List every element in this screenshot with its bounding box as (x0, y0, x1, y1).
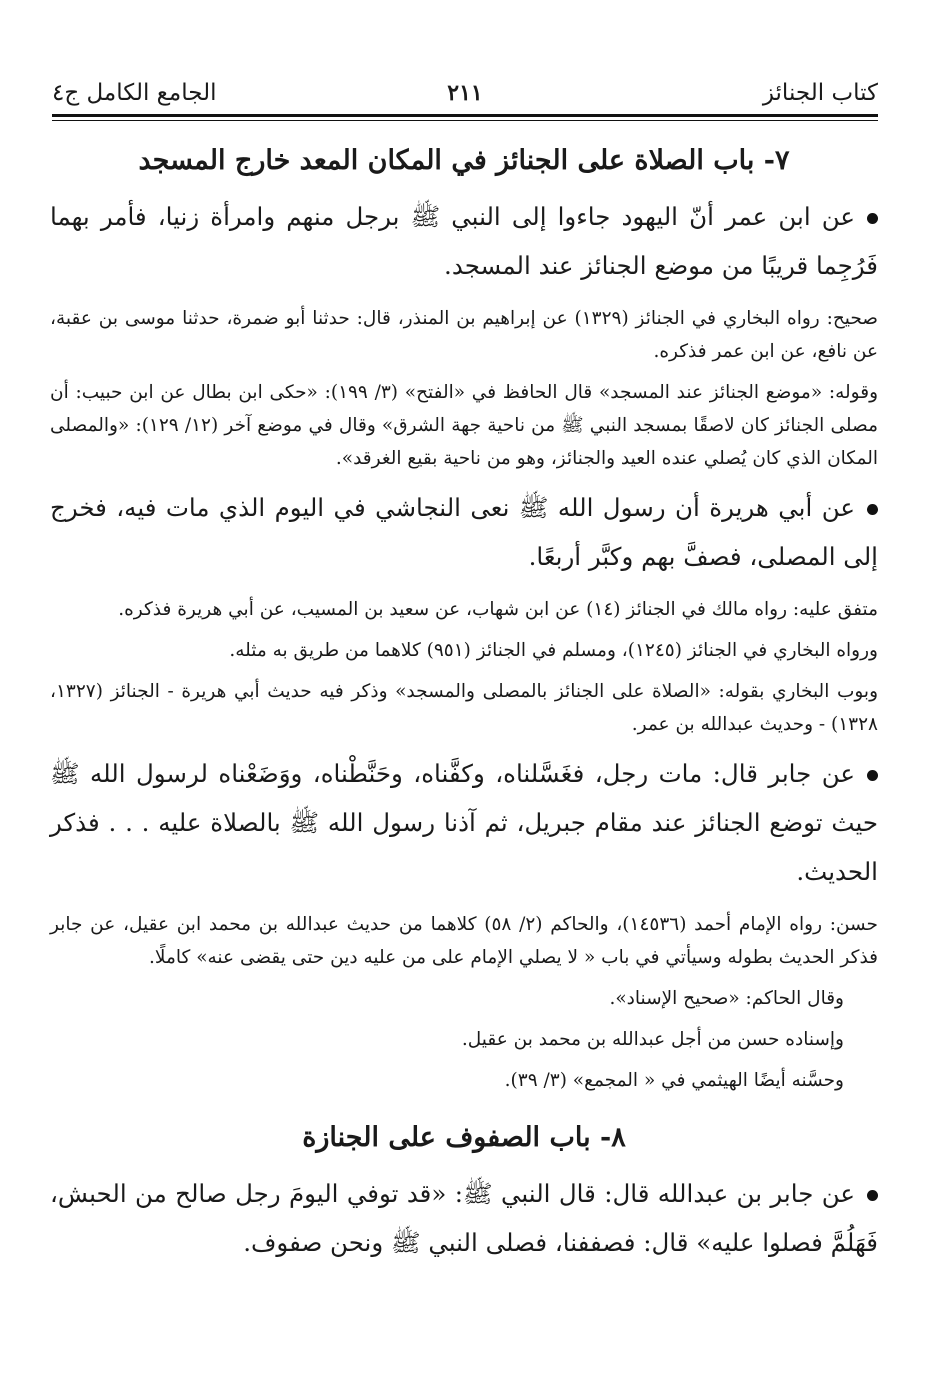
book-title: الجامع الكامل ج٤ (52, 80, 217, 106)
commentary-note: وبوب البخاري بقوله: «الصلاة على الجنائز بالمصلى والمسجد» وذكر فيه حديث أبي هريرة - الجنائز (١٣٢٧، ١٣٢٨) - وحديث عبدالله بن عمر. (50, 681, 878, 735)
takhrij-note: صحيح: رواه البخاري في الجنائز (١٣٢٩) عن إبراهيم بن المنذر، قال: حدثنا أبو ضمرة، حدثنا موسى بن عقبة، عن نافع، عن ابن عمر فذكره. (50, 308, 879, 362)
bullet-icon (867, 770, 878, 781)
takhrij-note: ورواه البخاري في الجنائز (١٢٤٥)، ومسلم في الجنائز (٩٥١) كلاهما من طريق به مثله. (229, 640, 878, 661)
hadith-text: عن أبي هريرة أن رسول الله ﷺ نعى النجاشي في اليوم الذي مات فيه، فخرج إلى المصلى، فصفَّ بهم وكبَّر أربعًا. (50, 493, 878, 571)
running-header (52, 72, 878, 112)
takhrij-note: حسن: رواه الإمام أحمد (١٤٥٣٦)، والحاكم (٢/ ٥٨) كلاهما من حديث عبدالله بن محمد ابن عقيل، عن جابر فذكر الحديث بطوله وسيأتي في باب « لا يصلي الإمام على من عليه دين حتى يقضى عنه» كاملًا. (50, 914, 878, 968)
hadith-text: عن ابن عمر أنّ اليهود جاءوا إلى النبي ﷺ برجل منهم وامرأة زنيا، فأمر بهما فَرُجِما قريبًا من موضع الجنائز عند المسجد. (50, 202, 878, 280)
section-title-7: ٧- باب الصلاة على الجنائز في المكان المعد خارج المسجد (138, 145, 790, 176)
hadith-paragraph (50, 192, 878, 290)
section-title-8: ٨- باب الصفوف على الجنازة (302, 1122, 626, 1153)
hadith-text: عن جابر قال: مات رجل، فغَسَّلناه، وكفَّناه، وحَنَّطْناه، ووَضَعْناه لرسول الله ﷺ حيث توضع الجنائز عند مقام جبريل، ثم آذنا رسول الله ﷺ بالصلاة عليه . . . فذكر الحديث. (50, 759, 878, 886)
commentary-note: وإسناده حسن من أجل عبدالله بن محمد بن عقيل. (461, 1029, 844, 1050)
takhrij-note: متفق عليه: رواه مالك في الجنائز (١٤) عن ابن شهاب، عن سعيد بن المسيب، عن أبي هريرة فذكره. (118, 599, 878, 620)
hadith-text: عن جابر بن عبدالله قال: قال النبي ﷺ: «قد توفي اليومَ رجل صالح من الحبش، فَهَلُمَّ فصلوا عليه» قال: فصففنا، فصلى النبي ﷺ ونحن صفوف. (50, 1179, 878, 1257)
bullet-icon (867, 504, 878, 515)
page-content (50, 138, 878, 1267)
bullet-icon (867, 1190, 878, 1201)
header-rule-thin (52, 120, 878, 121)
commentary-note: وحسَّنه أيضًا الهيثمي في « المجمع» (٣/ ٣٩). (504, 1070, 844, 1091)
chapter-title: كتاب الجنائز (762, 80, 878, 106)
page-number: ٢١١ (447, 80, 483, 106)
hadith-paragraph (50, 483, 878, 581)
hadith-paragraph (50, 1169, 878, 1267)
bullet-icon (867, 213, 878, 224)
header-rule-thick (52, 114, 878, 117)
commentary-note: وقوله: «موضع الجنائز عند المسجد» قال الحافظ في «الفتح» (٣/ ١٩٩): «حكى ابن بطال عن ابن حبيب: أن مصلى الجنائز كان لاصقًا بمسجد النبي ﷺ من ناحية جهة الشرق» وقال في موضع آخر (١٢/ ١٢٩): «والمصلى المكان الذي كان يُصلي عنده العيد والجنائز، وهو من ناحية بقيع الغرقد». (50, 382, 878, 469)
hadith-paragraph (50, 749, 878, 896)
commentary-note: وقال الحاكم: «صحيح الإسناد». (609, 988, 844, 1009)
